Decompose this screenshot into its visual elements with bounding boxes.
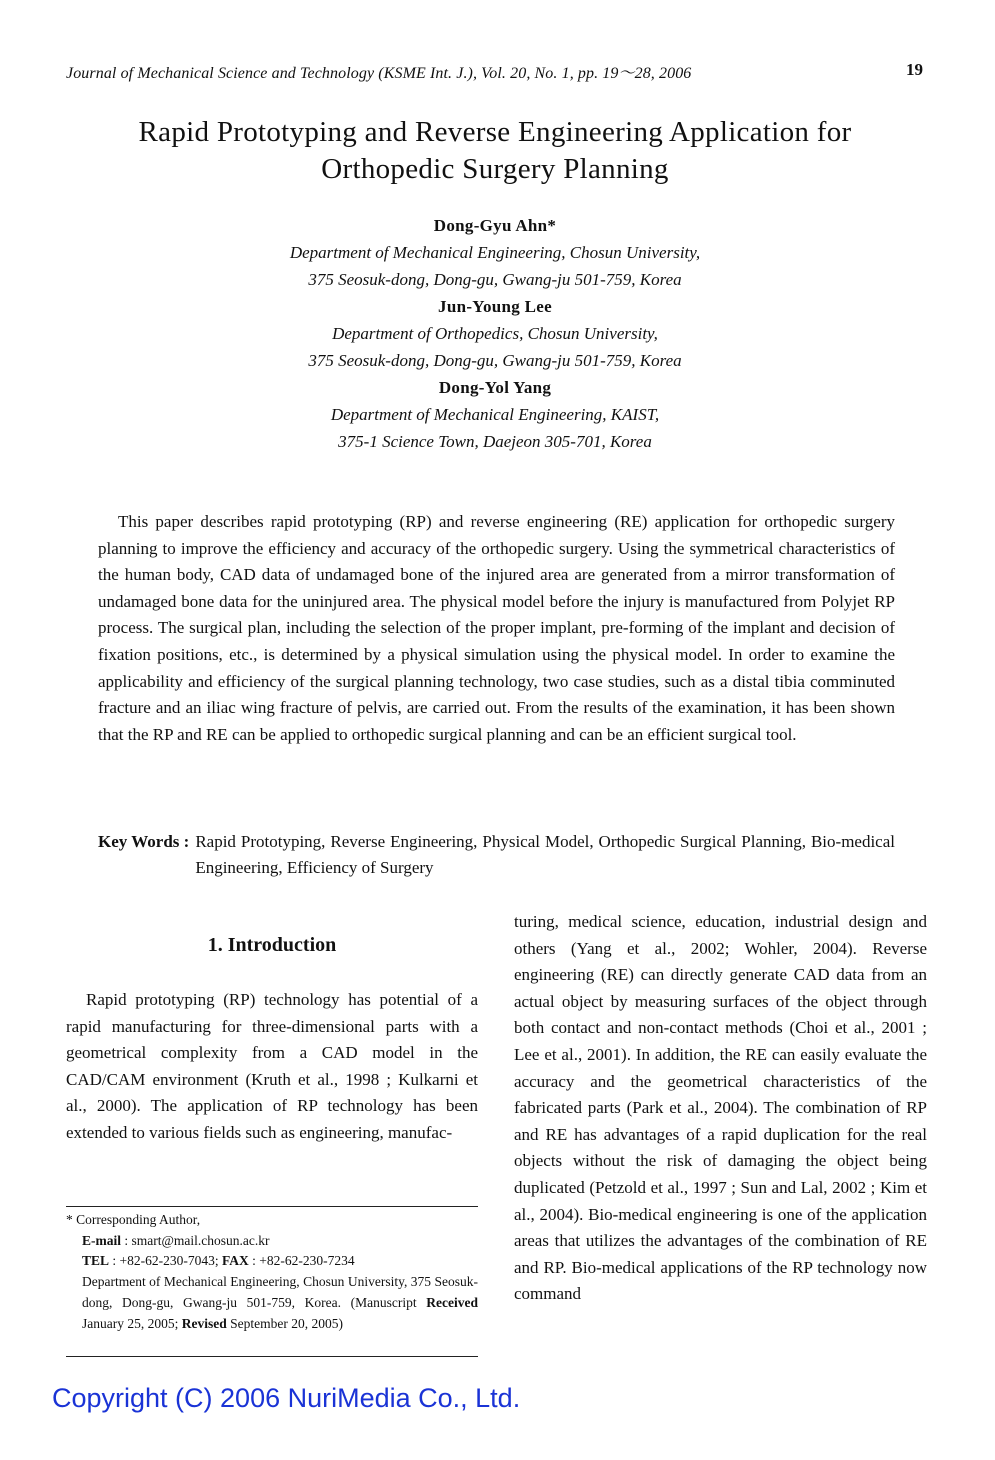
paper-title <box>80 114 910 188</box>
author-block <box>200 212 790 455</box>
tel-value: : +82-62-230-7043; <box>109 1253 222 1269</box>
author-address: 375 Seosuk-dong, Dong-gu, Gwang-ju 501-759, Korea <box>308 270 682 289</box>
footnote-bottom-divider <box>66 1356 478 1357</box>
author-name: Jun-Young Lee <box>438 297 552 316</box>
address-text: Department of Mechanical Engineering, Chosun University, 375 Seosuk-dong, Dong-gu, Gwang-ju 501-759, Korea. (Manuscript <box>82 1274 478 1310</box>
author-address: 375-1 Science Town, Daejeon 305-701, Korea <box>338 432 652 451</box>
received-value: January 25, 2005; <box>82 1315 182 1331</box>
received-label: Received <box>426 1294 478 1310</box>
footnote-email <box>66 1231 478 1252</box>
author-address: 375 Seosuk-dong, Dong-gu, Gwang-ju 501-759, Korea <box>308 351 682 370</box>
fax-value: : +82-62-230-7234 <box>248 1253 355 1269</box>
title-line-1: Rapid Prototyping and Reverse Engineering Application for <box>138 116 852 148</box>
keywords-text: Rapid Prototyping, Reverse Engineering, Physical Model, Orthopedic Surgical Planning, Bio-medical Engineering, Efficiency of Surgery <box>195 832 895 877</box>
copyright-watermark: Copyright (C) 2006 NuriMedia Co., Ltd. <box>52 1383 521 1413</box>
body-column-left <box>66 987 478 1147</box>
title-line-2: Orthopedic Surgery Planning <box>321 153 669 185</box>
footnote-address <box>66 1272 478 1334</box>
email-value: : smart@mail.chosun.ac.kr <box>121 1232 270 1248</box>
body-paragraph: Rapid prototyping (RP) technology has potential of a rapid manufacturing for three-dimensional parts with a geometrical complexity from a CAD model in the CAD/CAM environment (Kruth et al., 1998 ; Kulkarni et al., 2000). The application of RP technology has been extended to various fields such as engineering, manufac- <box>66 990 478 1142</box>
footnote-phone <box>66 1251 478 1272</box>
keywords <box>98 829 895 881</box>
author-name: Dong-Yol Yang <box>438 378 552 397</box>
author-affiliation: Department of Mechanical Engineering, KAIST, <box>330 405 660 424</box>
keywords-label: Key Words : <box>98 832 190 851</box>
body-paragraph: turing, medical science, education, industrial design and others (Yang et al., 2002; Wohler, 2004). Reverse engineering (RE) can directly generate CAD data from an actual object by measuring surfaces of the object through both contact and non-contact methods (Choi et al., 2001 ; Lee et al., 2001). In addition, the RE can easily evaluate the accuracy and the geometrical characteristics of the fabricated parts (Park et al., 2004). The combination of RP and RE has advantages of a rapid duplication for the real objects without the risk of damaging the object being duplicated (Petzold et al., 1997 ; Sun and Lal, 2002 ; Kim et al., 2004). Bio-medical engineering is one of the application areas that utilizes the advantages of the combination of RE and RP. Bio-medical applications of the RP technology now command <box>514 912 927 1304</box>
author-name: Dong-Gyu Ahn* <box>433 216 557 235</box>
footnote-corresponding: * Corresponding Author, <box>66 1212 201 1227</box>
tel-label: TEL <box>82 1253 110 1269</box>
abstract-text: This paper describes rapid prototyping (RP) and reverse engineering (RE) application for orthopedic surgery planning to improve the efficiency and accuracy of the orthopedic surgery. Using the symmetrical characteristics of the human body, CAD data of undamaged bone of the injured area are generated from a mirror transformation of undamaged bone data for the uninjured area. The physical model before the injury is manufactured from Polyjet RP process. The surgical plan, including the selection of the proper implant, pre-forming of the implant and decision of fixation positions, etc., is determined by a physical simulation using the physical model. In order to examine the applicability and efficiency of the surgical planning technology, two case studies, such as a distal tibia comminuted fracture and an iliac wing fracture of pelvis, are carried out. From the results of the examination, it has been shown that the RP and RE can be applied to orthopedic surgical planning and can be an efficient surgical tool. <box>98 512 895 744</box>
fax-label: FAX <box>222 1253 249 1269</box>
footnote <box>66 1210 478 1334</box>
running-head: Journal of Mechanical Science and Technology (KSME Int. J.), Vol. 20, No. 1, pp. 19～28, 2006 <box>66 65 692 82</box>
author-affiliation: Department of Mechanical Engineering, Chosun University, <box>289 243 701 262</box>
body-column-right <box>514 909 927 1308</box>
abstract <box>98 509 895 748</box>
revised-value: September 20, 2005) <box>226 1315 343 1331</box>
revised-label: Revised <box>181 1315 227 1331</box>
author-affiliation: Department of Orthopedics, Chosun University, <box>332 324 658 343</box>
footnote-divider <box>66 1206 478 1207</box>
page-number: 19 <box>906 60 923 79</box>
email-label: E-mail <box>82 1232 121 1248</box>
section-heading: 1. Introduction <box>207 934 337 956</box>
